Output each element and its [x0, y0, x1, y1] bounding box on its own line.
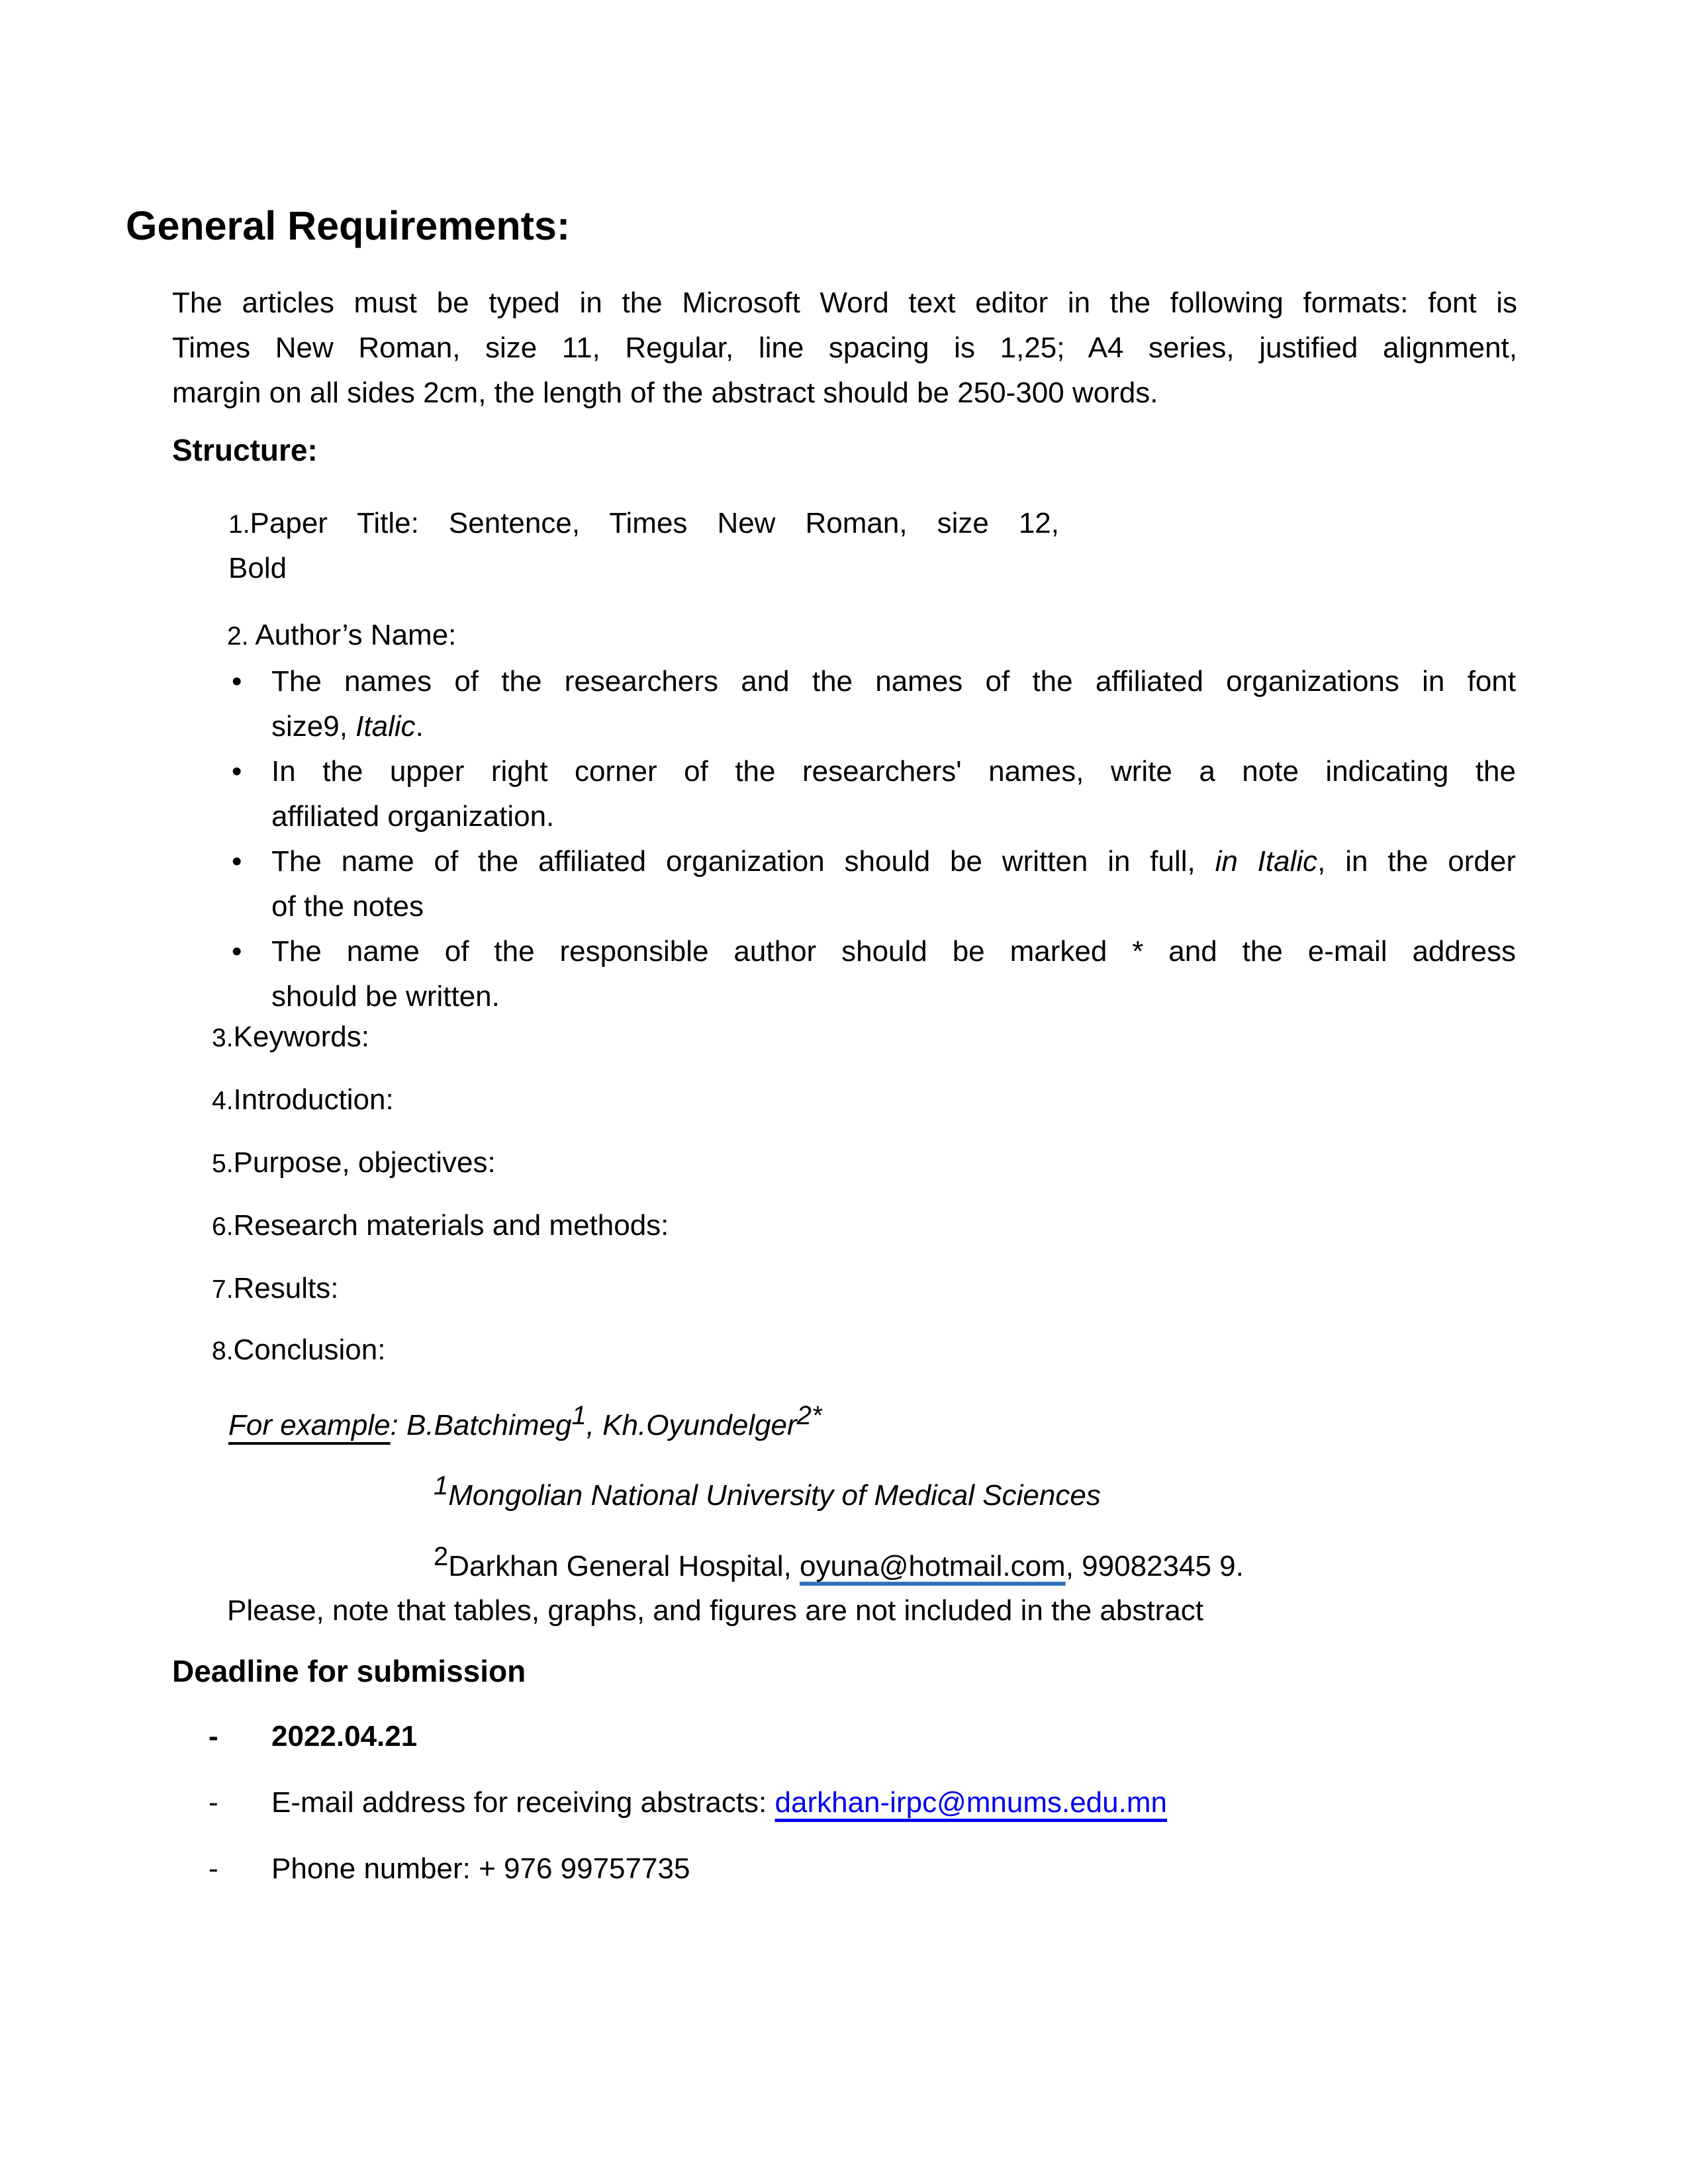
list-item-number: 4.	[212, 1087, 234, 1115]
superscript-2: 2	[434, 1542, 449, 1571]
list-item-text: Purpose, objectives:	[233, 1146, 496, 1179]
bullet-text: , in the order	[1317, 845, 1516, 878]
bullet-item	[232, 839, 1516, 884]
dash-icon: -	[209, 1786, 218, 1819]
heading-general-requirements: General Requirements:	[126, 203, 571, 248]
list-item-number: 8.	[212, 1337, 234, 1365]
bullet-text-line	[232, 884, 1516, 929]
bullet-item	[232, 929, 1516, 974]
heading-structure: Structure:	[172, 433, 318, 467]
bullet-text: The name of the affiliated organization should be written in full,	[271, 845, 1215, 878]
list-item-text: Conclusion:	[233, 1334, 386, 1366]
affiliation-1-name: Mongolian National University of Medical Sciences	[448, 1479, 1101, 1512]
bullet-text-line	[232, 794, 1516, 839]
affiliation-2-line	[434, 1544, 1244, 1589]
email-link-darkhan[interactable]: darkhan-irpc@mnums.edu.mn	[774, 1786, 1167, 1819]
list-item-line	[228, 501, 1059, 546]
deadline-phone: Phone number: + 976 99757735	[271, 1852, 690, 1885]
example-line	[228, 1403, 821, 1448]
superscript-1: 1	[571, 1401, 586, 1430]
list-item-conclusion	[212, 1328, 385, 1373]
deadline-item-email	[209, 1780, 1532, 1825]
bullet-item	[232, 659, 1516, 704]
bullet-text: of the notes	[271, 890, 424, 923]
example-authors: , Kh.Oyundelger	[586, 1409, 797, 1441]
list-item-text: Introduction:	[233, 1083, 394, 1116]
affiliation-2-phone: , 99082345 9.	[1065, 1550, 1244, 1582]
bullet-icon: •	[232, 845, 242, 878]
deadline-item-phone	[209, 1846, 1532, 1891]
bullet-text-line	[232, 704, 1516, 749]
list-item-text: Paper Title: Sentence, Times New Roman, size 12,	[250, 507, 1059, 539]
paragraph-line: The articles must be typed in the Microsoft Word text editor in the following formats: font is	[172, 287, 1517, 319]
note-line: Please, note that tables, graphs, and figures are not included in the abstract	[227, 1594, 1203, 1627]
list-item-text: Keywords:	[233, 1021, 369, 1053]
bullet-text: The names of the researchers and the names of the affiliated organizations in font	[271, 665, 1516, 698]
bullet-icon: •	[232, 665, 242, 698]
list-item-number: 7.	[212, 1275, 234, 1304]
list-item-results	[212, 1266, 338, 1311]
affiliation-2-name: Darkhan General Hospital,	[448, 1550, 800, 1582]
paragraph-line: margin on all sides 2cm, the length of the abstract should be 250-300 words.	[172, 377, 1158, 409]
list-item-authors-name	[227, 613, 456, 658]
superscript-1: 1	[434, 1471, 449, 1500]
list-item-research-methods	[212, 1203, 669, 1248]
email-link-oyuna[interactable]: oyuna@hotmail.com	[799, 1550, 1066, 1582]
bullet-text: The name of the responsible author should be marked * and the e-mail address	[271, 935, 1516, 968]
list-item-number: 6.	[212, 1212, 234, 1241]
bullet-text-italic: Italic	[355, 710, 416, 743]
bullet-text-line	[232, 974, 1516, 1019]
heading-deadline: Deadline for submission	[172, 1654, 526, 1688]
bullet-item	[232, 749, 1516, 794]
list-item-number: 3.	[212, 1024, 234, 1052]
list-item-line: Bold	[228, 552, 287, 584]
bullet-icon: •	[232, 935, 242, 968]
bullet-list	[232, 659, 1516, 1019]
intro-paragraph	[172, 281, 1517, 416]
list-item-number: 2.	[227, 622, 249, 651]
list-item-text: Research materials and methods:	[233, 1209, 669, 1242]
bullet-text: .	[415, 710, 424, 743]
bullet-text-italic: in Italic	[1215, 845, 1318, 878]
dash-icon: -	[209, 1720, 218, 1752]
bullet-icon: •	[232, 755, 242, 788]
example-label: For example	[228, 1409, 391, 1441]
affiliation-1-line	[434, 1473, 1101, 1518]
bullet-text: In the upper right corner of the researchers' names, write a note indicating the	[271, 755, 1516, 788]
dash-icon: -	[209, 1852, 218, 1885]
list-item-introduction	[212, 1077, 394, 1122]
bullet-text: affiliated organization.	[271, 800, 555, 833]
bullet-text: should be written.	[271, 980, 500, 1013]
paragraph-line: Times New Roman, size 11, Regular, line spacing is 1,25; A4 series, justified alignment,	[172, 332, 1517, 364]
list-item-purpose	[212, 1140, 496, 1185]
deadline-date: 2022.04.21	[271, 1720, 418, 1752]
superscript-2-asterisk: 2*	[796, 1401, 822, 1430]
list-item-number: 1.	[228, 510, 250, 539]
deadline-item-date	[209, 1714, 1532, 1759]
list-item-number: 5.	[212, 1150, 234, 1178]
list-item-text: Results:	[233, 1272, 339, 1304]
deadline-email-label: E-mail address for receiving abstracts:	[271, 1786, 775, 1819]
list-item-paper-title	[228, 501, 1059, 591]
list-item-text: Author’s Name:	[248, 619, 457, 651]
example-authors: : B.Batchimeg	[390, 1409, 572, 1441]
list-item-keywords	[212, 1015, 369, 1060]
bullet-text: size9,	[271, 710, 356, 743]
